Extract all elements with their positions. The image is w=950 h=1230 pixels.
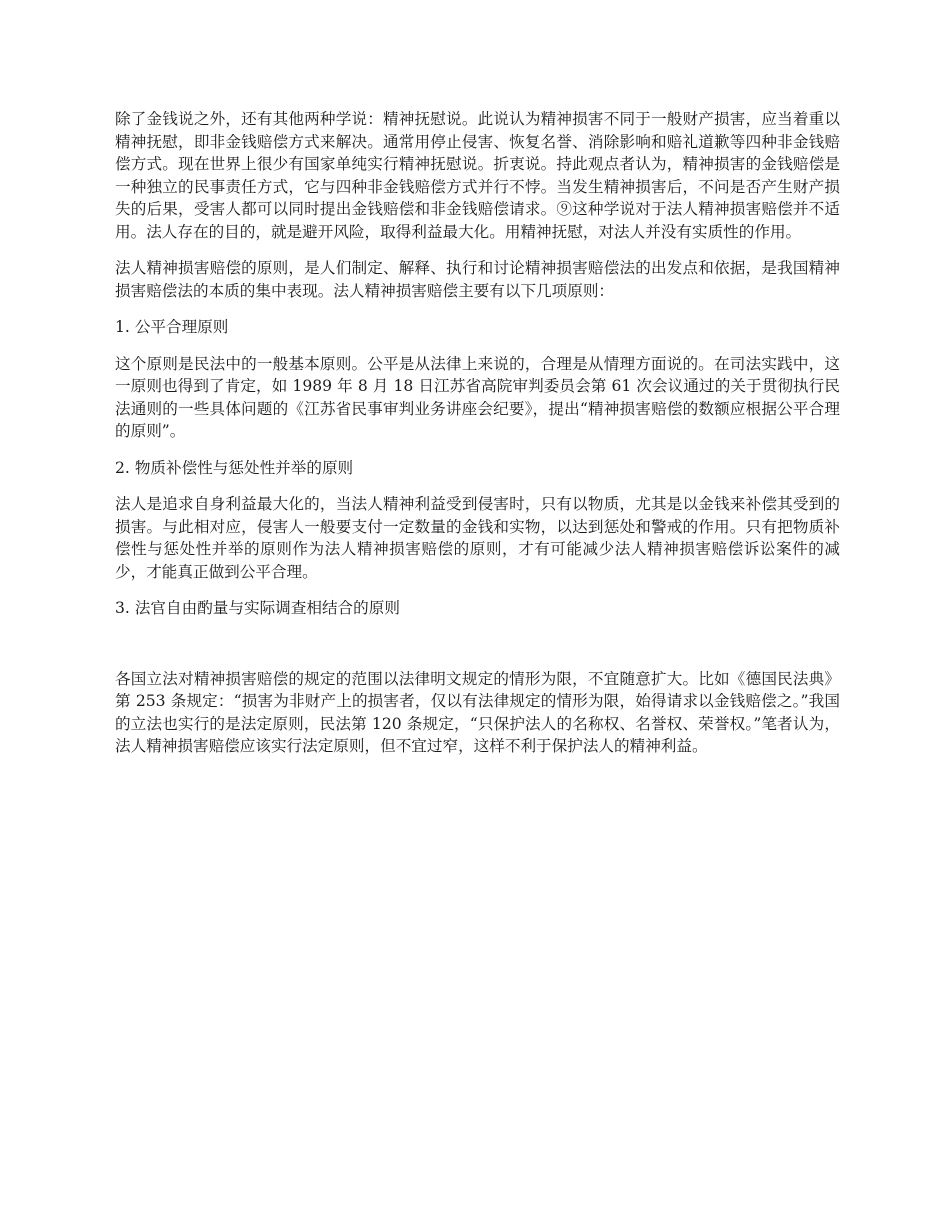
heading-compensation-principle: 2. 物质补偿性与惩处性并举的原则 xyxy=(115,458,354,477)
paragraph-principles-intro: 法人精神损害赔偿的原则，是人们制定、解释、执行和讨论精神损害赔偿法的出发点和依据，是我国精神损害赔偿法的本质的集中表现。法人精神损害赔偿主要有以下几项原则： xyxy=(115,259,840,300)
heading-fairness-principle: 1. 公平合理原则 xyxy=(115,318,229,336)
heading-discretion-principle: 3. 法官自由酌量与实际调查相结合的原则 xyxy=(115,599,400,617)
paragraph-fairness: 这个原则是民法中的一般基本原则。公平是从法律上来说的，合理是从情理方面说的。在司法实践中，这一原则也得到了肯定，如 1989 年 8 月 18 日江苏省高院审判委员会第 61 次会议通过的关于贯彻执行民法通则的一些具体问题的《江苏省民事审判业务讲座会纪要》，提出“精神损害赔偿的数额应根据公平合理的原则”。 xyxy=(115,354,840,440)
section-gap xyxy=(115,634,840,668)
document-page xyxy=(115,108,840,772)
paragraph-legislation: 各国立法对精神损害赔偿的规定的范围以法律明文规定的情形为限，不宜随意扩大。比如《德国民法典》第 253 条规定：“损害为非财产上的损害者，仅以有法律规定的情形为限，始得请求以金钱赔偿之。”我国的立法也实行的是法定原则，民法第 120 条规定，“只保护法人的名称权、名誉权、荣誉权。”笔者认为，法人精神损害赔偿应该实行法定原则，但不宜过窄，这样不利于保护法人的精神利益。 xyxy=(115,669,840,755)
paragraph-theories: 除了金钱说之外，还有其他两种学说：精神抚慰说。此说认为精神损害不同于一般财产损害，应当着重以精神抚慰，即非金钱赔偿方式来解决。通常用停止侵害、恢复名誉、消除影响和赔礼道歉等四种非金钱赔偿方式。现在世界上很少有国家单纯实行精神抚慰说。折衷说。持此观点者认为，精神损害的金钱赔偿是一种独立的民事责任方式，它与四种非金钱赔偿方式并行不悖。当发生精神损害后，不问是否产生财产损失的后果，受害人都可以同时提出金钱赔偿和非金钱赔偿请求。⑨这种学说对于法人精神损害赔偿并不适用。法人存在的目的，就是避开风险，取得利益最大化。用精神抚慰，对法人并没有实质性的作用。 xyxy=(115,110,840,241)
paragraph-compensation: 法人是追求自身利益最大化的，当法人精神利益受到侵害时，只有以物质，尤其是以金钱来补偿其受到的损害。与此相对应，侵害人一般要支付一定数量的金钱和实物，以达到惩处和警戒的作用。只有把物质补偿性与惩处性并举的原则作为法人精神损害赔偿的原则，才有可能减少法人精神损害赔偿诉讼案件的减少，才能真正做到公平合理。 xyxy=(115,495,840,581)
